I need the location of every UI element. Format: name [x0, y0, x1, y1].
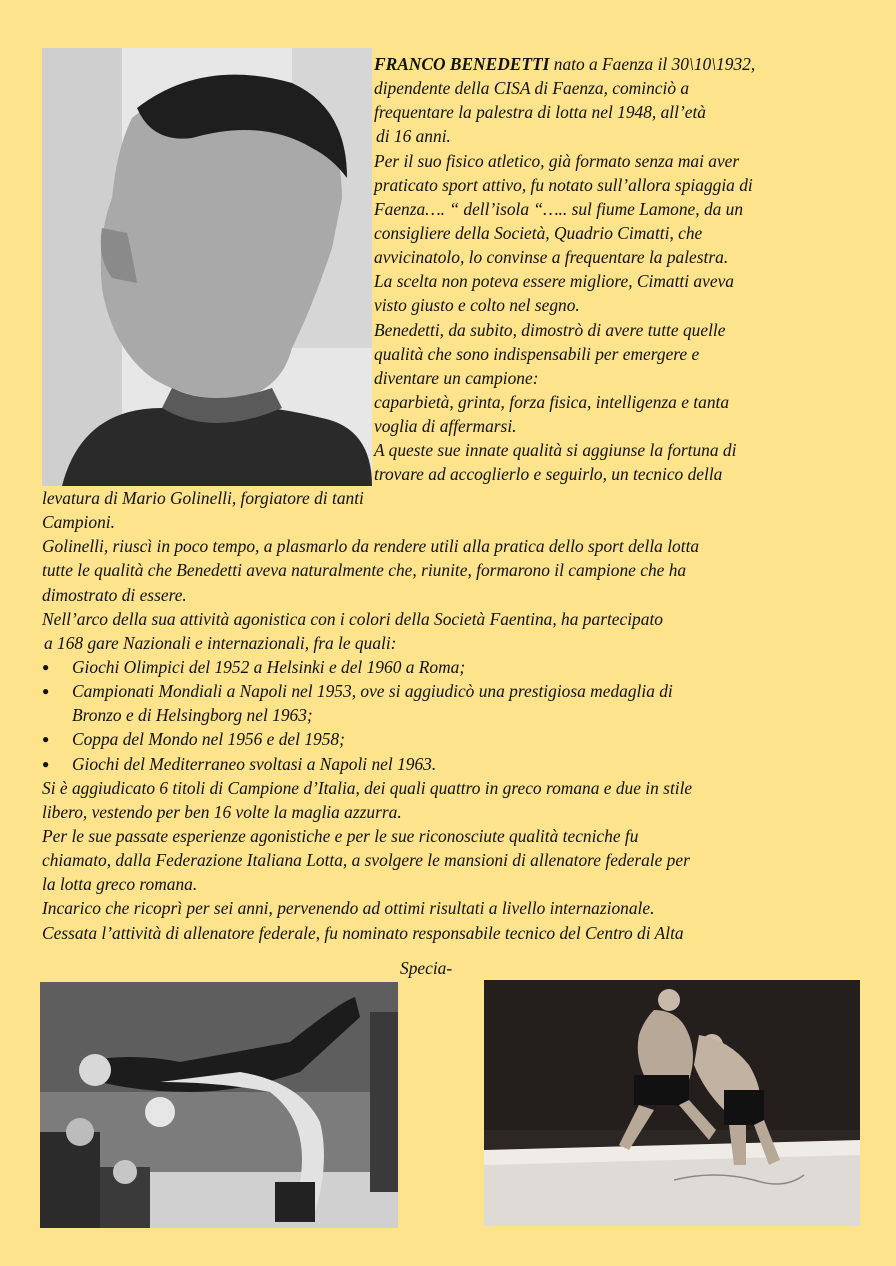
intro-text [374, 52, 755, 487]
intro-line: trovare ad accoglierlo e seguirlo, un tecnico della [374, 464, 723, 485]
body-line: Campioni. [42, 512, 115, 533]
body-line: Cessata l’attività di allenatore federale, fu nominato responsabile tecnico del Centro di Alta [42, 922, 684, 943]
intro-line: avvicinatolo, lo convinse a frequentare la palestra. [374, 247, 729, 268]
intro-line: praticato sport attivo, fu notato sull’allora spiaggia di [374, 174, 753, 195]
wrestling-photo-grapple [484, 980, 860, 1226]
body-text [42, 486, 699, 945]
wrestling-photo-throw [40, 982, 398, 1228]
body-line: Si è aggiudicato 6 titoli di Campione d’Italia, dei quali quattro in greco romana e due in stile [42, 777, 693, 798]
intro-line: Per il suo fisico atletico, già formato senza mai aver [374, 150, 740, 171]
intro-line: di 16 anni. [376, 126, 451, 147]
intro-line: A queste sue innate qualità si aggiunse la fortuna di [374, 440, 737, 461]
body-line: chiamato, dalla Federazione Italiana Lotta, a svolgere le mansioni di allenatore federale per [42, 850, 690, 871]
intro-line: Faenza…. “ dell’isola “….. sul fiume Lamone, da un [374, 198, 744, 219]
intro-line: diventare un campione: [374, 367, 539, 388]
intro-line: visto giusto e colto nel segno. [374, 295, 580, 316]
list-item [42, 679, 699, 703]
intro-line: qualità che sono indispensabili per emergere e [374, 343, 700, 364]
body-line: levatura di Mario Golinelli, forgiatore di tanti [42, 488, 364, 508]
list-item [42, 655, 699, 679]
intro-line: voglia di affermarsi. [374, 416, 517, 437]
list-item-continuation: Bronzo e di Helsingborg nel 1963; [72, 705, 313, 726]
body-line: libero, vestendo per ben 16 volte la maglia azzurra. [42, 801, 402, 822]
portrait-photo [42, 48, 372, 486]
list-item-text: Coppa del Mondo nel 1956 e del 1958; [72, 729, 345, 750]
list-item [42, 727, 699, 751]
body-line: a 168 gare Nazionali e internazionali, fra le quali: [44, 632, 397, 653]
body-line: la lotta greco romana. [42, 874, 198, 895]
intro-line: La scelta non poteva essere migliore, Cimatti aveva [374, 271, 734, 292]
body-line: dimostrato di essere. [42, 584, 187, 605]
body-line: Incarico che ricoprì per sei anni, pervenendo ad ottimi risultati a livello internazionale. [42, 898, 655, 919]
bullet-icon: ● [42, 659, 50, 674]
list-item [42, 752, 699, 776]
body-line: Nell’arco della sua attività agonistica con i colori della Società Faentina, ha partecipato [42, 608, 663, 629]
body-line: Golinelli, riuscì in poco tempo, a plasmarlo da rendere utili alla pratica dello sport della lotta [42, 536, 700, 557]
list-item-text: Giochi del Mediterraneo svoltasi a Napoli nel 1963. [72, 753, 437, 774]
intro-line: consigliere della Società, Quadrio Cimatti, che [374, 222, 703, 243]
subject-name: FRANCO BENEDETTI [374, 54, 550, 74]
intro-line: dipendente della CISA di Faenza, cominciò a [374, 78, 690, 99]
hyphenated-continuation: Specia- [400, 958, 453, 978]
bullet-icon: ● [42, 756, 50, 771]
intro-first-line: nato a Faenza il 30\10\1932, [549, 54, 756, 74]
body-line: Per le sue passate esperienze agonistiche e per le sue riconosciute qualità tecniche fu [42, 825, 639, 846]
list-item-text: Campionati Mondiali a Napoli nel 1953, ove si aggiudicò una prestigiosa medaglia di [72, 681, 673, 702]
intro-line: caparbietà, grinta, forza fisica, intelligenza e tanta [374, 391, 730, 412]
list-item-text: Giochi Olimpici del 1952 a Helsinki e del 1960 a Roma; [72, 656, 466, 677]
intro-line: Benedetti, da subito, dimostrò di avere tutte quelle [374, 319, 726, 340]
bullet-icon: ● [42, 684, 50, 699]
bullet-icon: ● [42, 732, 50, 747]
body-line: tutte le qualità che Benedetti aveva naturalmente che, riunite, formarono il campione che ha [42, 560, 687, 581]
intro-line: frequentare la palestra di lotta nel 1948, all’età [374, 102, 706, 123]
